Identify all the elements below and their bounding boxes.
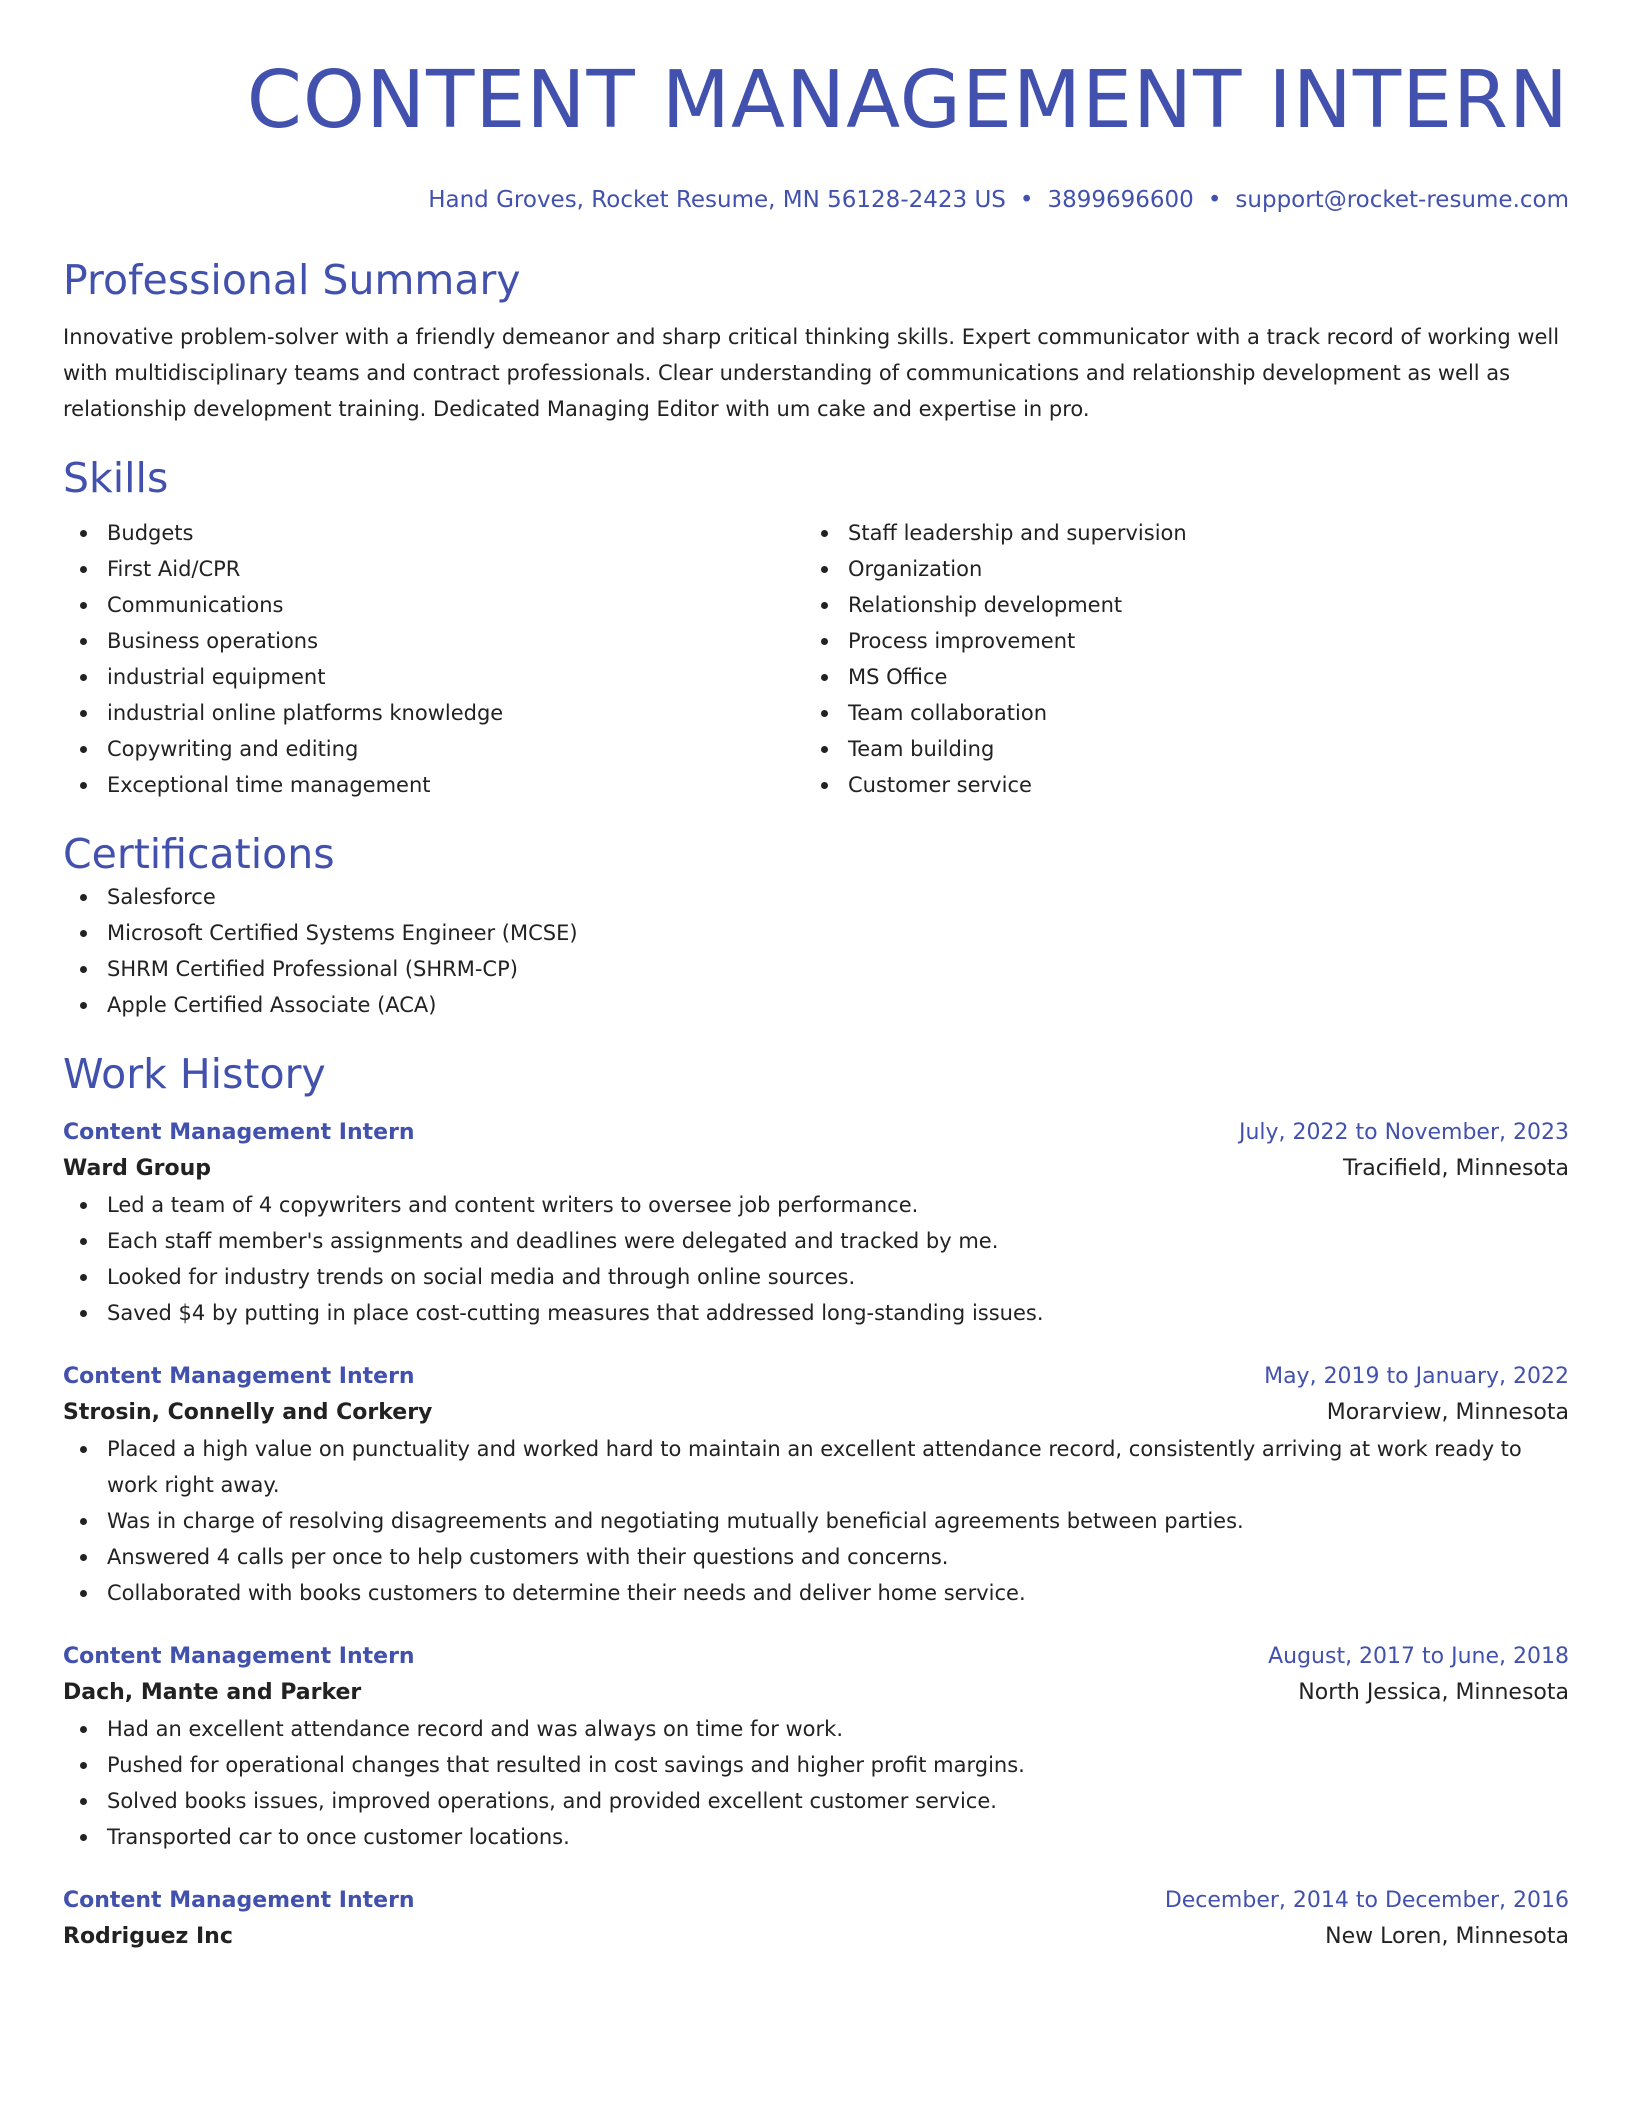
job-bullets — [63, 1711, 1569, 1855]
job-entry — [63, 1883, 1569, 1955]
skill-item: Organization — [804, 551, 1545, 587]
job-company: Strosin, Connelly and Corkery — [63, 1400, 433, 1425]
job-company: Ward Group — [63, 1156, 212, 1181]
job-bullet: Transported car to once customer locations. — [63, 1819, 1569, 1855]
skill-item: Communications — [63, 587, 804, 623]
certifications-heading: Certifications — [63, 830, 335, 878]
skill-item: Exceptional time management — [63, 767, 804, 803]
contact-line — [63, 185, 1569, 215]
job-bullet: Looked for industry trends on social media and through online sources. — [63, 1259, 1569, 1295]
job-dates: May, 2019 to January, 2022 — [1264, 1364, 1569, 1389]
skill-item: Staff leadership and supervision — [804, 515, 1545, 551]
resume-title: CONTENT MANAGEMENT INTERN — [246, 54, 1569, 146]
contact-phone[interactable]: 3899696600 — [1047, 187, 1194, 213]
job-entry — [63, 1115, 1569, 1331]
job-company-row — [63, 1395, 1569, 1431]
job-bullet: Was in charge of resolving disagreements and negotiating mutually beneficial agreements between parties. — [63, 1503, 1569, 1539]
contact-separator: • — [1019, 187, 1034, 213]
skill-item: Team collaboration — [804, 695, 1545, 731]
job-title: Content Management Intern — [63, 1644, 415, 1669]
job-dates: August, 2017 to June, 2018 — [1268, 1644, 1569, 1669]
contact-address: Hand Groves, Rocket Resume, MN 56128-2423 US — [428, 187, 1006, 213]
skill-item: industrial equipment — [63, 659, 804, 695]
certification-item: Microsoft Certified Systems Engineer (MCSE) — [63, 915, 1569, 951]
skills-column-right — [804, 515, 1545, 803]
job-location: North Jessica, Minnesota — [1298, 1680, 1569, 1705]
job-dates: July, 2022 to November, 2023 — [1238, 1120, 1569, 1145]
skill-item: MS Office — [804, 659, 1545, 695]
job-company-row — [63, 1919, 1569, 1955]
skills-grid — [63, 515, 1569, 803]
job-location: New Loren, Minnesota — [1325, 1924, 1569, 1949]
skills-list-right — [804, 515, 1545, 803]
skill-item: Process improvement — [804, 623, 1545, 659]
job-bullet: Placed a high value on punctuality and worked hard to maintain an excellent attendance record, consistently arriving at work ready to work right away. — [63, 1431, 1569, 1503]
skill-item: Customer service — [804, 767, 1545, 803]
job-title: Content Management Intern — [63, 1364, 415, 1389]
job-company-row — [63, 1675, 1569, 1711]
job-bullets — [63, 1431, 1569, 1611]
summary-text: Innovative problem-solver with a friendly demeanor and sharp critical thinking skills. Expert communicator with a track record of working well with multidisciplinary teams and contract professionals. Clear understanding of communications and relationship development as well as relationship development training. Dedicated Managing Editor with um cake and expertise in pro. — [63, 325, 1560, 421]
job-company-row — [63, 1151, 1569, 1187]
job-bullet: Each staff member's assignments and deadlines were delegated and tracked by me. — [63, 1223, 1569, 1259]
job-location: Morarview, Minnesota — [1326, 1400, 1569, 1425]
skill-item: First Aid/CPR — [63, 551, 804, 587]
job-entry — [63, 1639, 1569, 1855]
skill-item: Team building — [804, 731, 1545, 767]
contact-email[interactable]: support@rocket-resume.com — [1235, 187, 1569, 213]
job-bullet: Solved books issues, improved operations, and provided excellent customer service. — [63, 1783, 1569, 1819]
skill-item: Relationship development — [804, 587, 1545, 623]
skills-column-left — [63, 515, 804, 803]
job-title: Content Management Intern — [63, 1120, 415, 1145]
job-dates: December, 2014 to December, 2016 — [1164, 1888, 1569, 1913]
job-bullet: Answered 4 calls per once to help customers with their questions and concerns. — [63, 1539, 1569, 1575]
skill-item: industrial online platforms knowledge — [63, 695, 804, 731]
job-header-row — [63, 1639, 1569, 1675]
job-company: Dach, Mante and Parker — [63, 1680, 362, 1705]
certification-item: Salesforce — [63, 879, 1569, 915]
job-bullet: Saved $4 by putting in place cost-cutting measures that addressed long-standing issues. — [63, 1295, 1569, 1331]
summary-heading: Professional Summary — [63, 256, 521, 304]
job-bullet: Collaborated with books customers to determine their needs and deliver home service. — [63, 1575, 1569, 1611]
skill-item: Business operations — [63, 623, 804, 659]
certification-item: SHRM Certified Professional (SHRM-CP) — [63, 951, 1569, 987]
certifications-list — [63, 879, 1569, 1023]
work-history-heading: Work History — [63, 1050, 326, 1098]
job-header-row — [63, 1115, 1569, 1151]
job-bullets — [63, 1187, 1569, 1331]
skill-item: Budgets — [63, 515, 804, 551]
job-header-row — [63, 1359, 1569, 1395]
certification-item: Apple Certified Associate (ACA) — [63, 987, 1569, 1023]
job-location: Tracifield, Minnesota — [1343, 1156, 1569, 1181]
job-entry — [63, 1359, 1569, 1611]
contact-separator: • — [1207, 187, 1222, 213]
job-company: Rodriguez Inc — [63, 1924, 233, 1949]
job-bullet: Pushed for operational changes that resulted in cost savings and higher profit margins. — [63, 1747, 1569, 1783]
job-title: Content Management Intern — [63, 1888, 415, 1913]
skill-item: Copywriting and editing — [63, 731, 804, 767]
job-bullet: Had an excellent attendance record and was always on time for work. — [63, 1711, 1569, 1747]
skills-heading: Skills — [63, 454, 169, 502]
job-bullet: Led a team of 4 copywriters and content writers to oversee job performance. — [63, 1187, 1569, 1223]
skills-list-left — [63, 515, 804, 803]
job-header-row — [63, 1883, 1569, 1919]
